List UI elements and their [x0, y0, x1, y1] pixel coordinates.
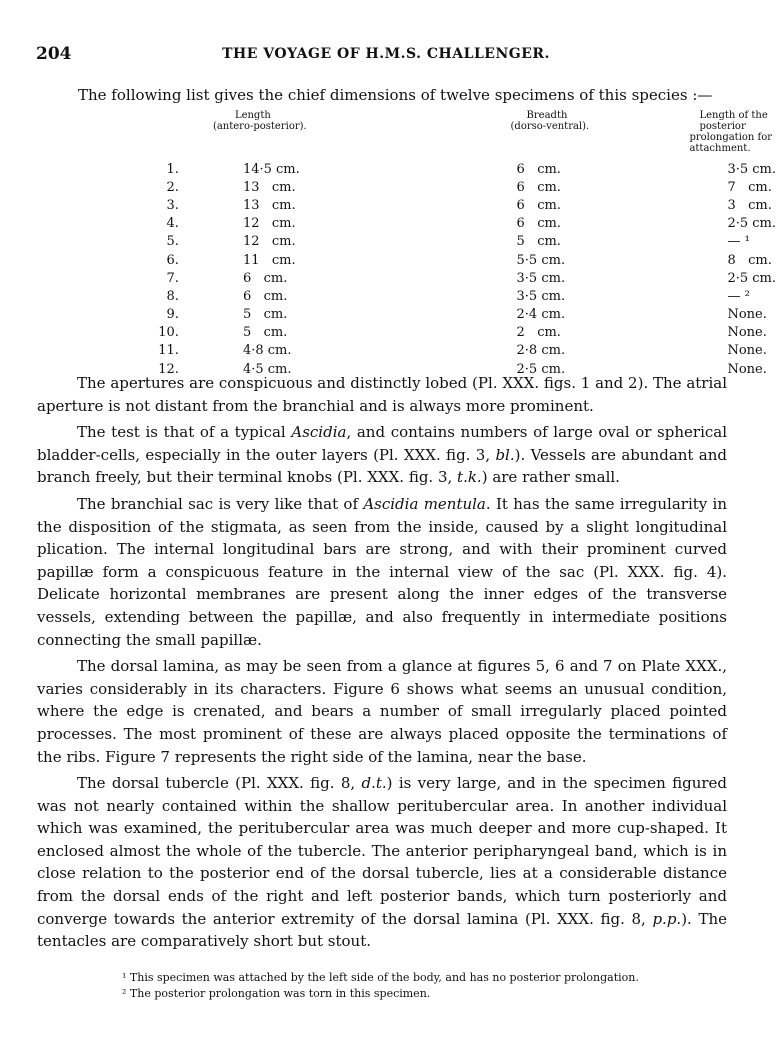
row-prolongation: 3 cm.	[727, 197, 772, 213]
paragraph-branchial-sac: The branchial sac is very like that of Ascidia mentula. It has the same irregularity in the disposition of the stigmata, as seen from the inside, caused by a slight longitudinal plication. The internal longitudinal bars are strong, and with their prominent curved papillæ form a conspicuous feature in the internal view of the sac (Pl. XXX. fig. 4). Delicate horizontal membranes are present along the inner edges of the transverse vessels, extending between the papillæ, and also frequently in intermediate positions connecting the small papillæ.	[37, 494, 728, 649]
row-breadth: 2·5 cm.	[516, 361, 566, 377]
row-prolongation: None.	[727, 307, 767, 323]
row-breadth: 6 cm.	[516, 216, 561, 232]
row-length: 12 cm.	[242, 216, 296, 232]
row-prolongation: None.	[727, 343, 767, 359]
row-breadth: 2·8 cm.	[516, 343, 566, 359]
table-row	[140, 196, 776, 214]
table-row	[140, 160, 776, 178]
table-row	[140, 342, 776, 360]
header-prolongation-line2: prolongation for attachment.	[689, 132, 773, 154]
header-length-line1: Length	[234, 110, 271, 121]
footnotes	[122, 970, 682, 1002]
header-length-line2: (antero-posterior).	[212, 121, 307, 132]
row-prolongation: None.	[727, 361, 767, 377]
row-prolongation: 2·5 cm.	[727, 216, 776, 232]
row-index: 2.	[166, 179, 179, 195]
row-length: 4·8 cm.	[242, 343, 292, 359]
row-index: 8.	[166, 288, 179, 304]
row-prolongation: — ¹	[727, 234, 750, 250]
row-length: 5 cm.	[242, 307, 288, 323]
row-length: 6 cm.	[242, 288, 288, 304]
table-header-row	[140, 110, 776, 160]
table-body	[140, 160, 776, 378]
row-length: 6 cm.	[242, 270, 288, 286]
table-row	[140, 306, 776, 324]
page-header	[36, 44, 736, 66]
row-index: 12.	[158, 361, 179, 377]
table-row	[140, 251, 776, 269]
row-breadth: 3·5 cm.	[516, 288, 566, 304]
row-prolongation: 3·5 cm.	[727, 161, 776, 177]
body-text	[37, 372, 727, 957]
page-number: 204	[36, 44, 72, 64]
row-index: 10.	[158, 325, 179, 341]
table-row	[140, 215, 776, 233]
paragraph-apertures: The apertures are conspicuous and distinctly lobed (Pl. XXX. figs. 1 and 2). The atrial aperture is not distant from the branchial and is always more prominent.	[37, 374, 727, 415]
table-row	[140, 178, 776, 196]
row-breadth: 2 cm.	[516, 325, 561, 341]
row-prolongation: 2·5 cm.	[727, 270, 776, 286]
paragraph-test: The test is that of a typical Ascidia, and contains numbers of large oval or spherical bladder-cells, especially in the outer layers (Pl. XXX. fig. 3, bl.). Vessels are abundant and branch freely, but their terminal knobs (Pl. XXX. fig. 3, t.k.) are rather small.	[37, 423, 728, 487]
footnote-2: ² The posterior prolongation was torn in this specimen.	[122, 987, 431, 1000]
table-row	[140, 287, 776, 305]
row-index: 4.	[166, 216, 179, 232]
row-index: 7.	[166, 270, 179, 286]
row-length: 4·5 cm.	[242, 361, 292, 377]
header-breadth-line1: Breadth	[526, 110, 568, 121]
paragraph-dorsal-lamina: The dorsal lamina, as may be seen from a glance at figures 5, 6 and 7 on Plate XXX., varies considerably in its characters. Figure 6 shows what seems an unusual condition, where the edge is crenated, and bears a number of small irregularly placed pointed processes. The most prominent of these are always placed opposite the terminations of the ribs. Figure 7 represents the right side of the lamina, near the base.	[37, 657, 727, 766]
row-length: 14·5 cm.	[242, 161, 300, 177]
header-length	[179, 110, 445, 160]
row-breadth: 6 cm.	[516, 179, 561, 195]
row-index: 1.	[166, 161, 179, 177]
row-index: 6.	[166, 252, 179, 268]
row-length: 11 cm.	[242, 252, 296, 268]
row-index: 9.	[166, 307, 179, 323]
row-length: 13 cm.	[242, 197, 296, 213]
row-breadth: 6 cm.	[516, 161, 561, 177]
running-title: THE VOYAGE OF H.M.S. CHALLENGER.	[222, 46, 550, 62]
row-length: 12 cm.	[242, 234, 296, 250]
row-prolongation: 7 cm.	[727, 179, 772, 195]
row-prolongation: — ²	[727, 288, 750, 304]
row-breadth: 5·5 cm.	[516, 252, 566, 268]
row-length: 13 cm.	[242, 179, 296, 195]
row-prolongation: None.	[727, 325, 767, 341]
row-breadth: 2·4 cm.	[516, 307, 566, 323]
row-breadth: 5 cm.	[516, 234, 561, 250]
header-prolongation-line1: Length of the posterior	[699, 110, 768, 132]
table-row	[140, 269, 776, 287]
row-index: 5.	[166, 234, 179, 250]
row-index: 3.	[166, 197, 179, 213]
footnote-1: ¹ This specimen was attached by the left side of the body, and has no posterior prolongation.	[122, 971, 639, 984]
header-prolongation	[689, 110, 776, 160]
row-length: 5 cm.	[242, 325, 288, 341]
dimensions-table	[140, 110, 776, 378]
header-breadth-line2: (dorso-ventral).	[510, 121, 590, 132]
table-row	[140, 233, 776, 251]
header-index	[140, 110, 179, 160]
row-index: 11.	[158, 343, 179, 359]
paragraph-dorsal-tubercle: The dorsal tubercle (Pl. XXX. fig. 8, d.t.) is very large, and in the specimen figured was not nearly contained within the shallow peritubercular area. In another individual which was examined, the peritubercular area was much deeper and more cup-shaped. It enclosed almost the whole of the tubercle. The anterior peripharyngeal band, which is in close relation to the posterior end of the dorsal tubercle, lies at a considerable distance from the dorsal ends of the right and left posterior bands, which turn posteriorly and converge towards the anterior extremity of the dorsal lamina (Pl. XXX. fig. 8, p.p.). The tentacles are comparatively short but stout.	[37, 774, 728, 951]
row-breadth: 6 cm.	[516, 197, 561, 213]
intro-sentence: The following list gives the chief dimensions of twelve specimens of this species :—	[78, 86, 713, 104]
row-prolongation: 8 cm.	[727, 252, 772, 268]
row-breadth: 3·5 cm.	[516, 270, 566, 286]
header-breadth	[445, 110, 690, 160]
table-row	[140, 324, 776, 342]
